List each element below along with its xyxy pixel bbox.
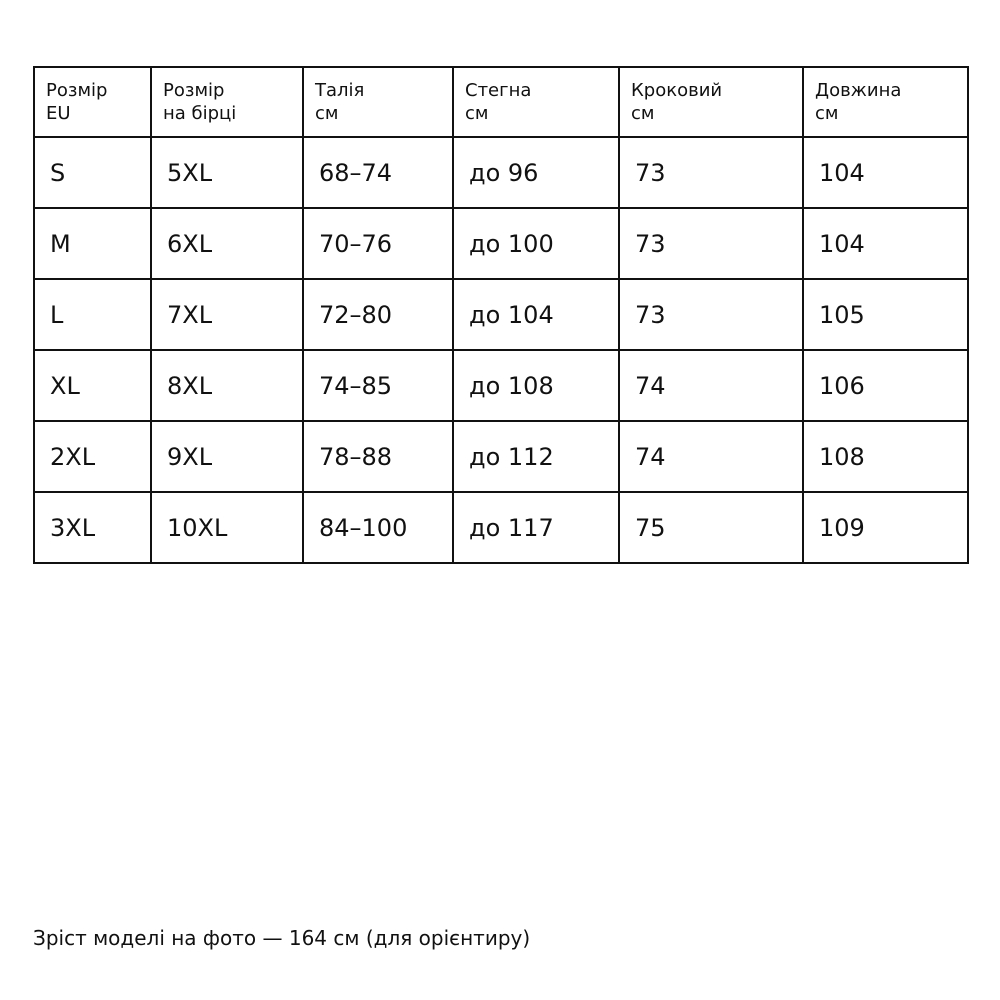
table-cell: 106 (803, 350, 968, 421)
header-sublabel: см (315, 103, 339, 124)
table-row-s (34, 137, 968, 208)
table-cell: до 100 (453, 208, 619, 279)
table-cell: 104 (803, 137, 968, 208)
table-cell: 10XL (151, 492, 303, 563)
table-cell: 73 (619, 137, 803, 208)
table-cell: 74–85 (303, 350, 453, 421)
header-sublabel: см (465, 103, 489, 124)
table-cell: до 96 (453, 137, 619, 208)
header-sublabel: см (815, 103, 839, 124)
table-cell: 7XL (151, 279, 303, 350)
table-cell: 68–74 (303, 137, 453, 208)
table-cell: 74 (619, 421, 803, 492)
table-cell: XL (34, 350, 151, 421)
table-cell: 75 (619, 492, 803, 563)
table-cell: 8XL (151, 350, 303, 421)
table-cell: 9XL (151, 421, 303, 492)
table-cell: L (34, 279, 151, 350)
header-label: Довжина (815, 79, 902, 101)
table-cell: 84–100 (303, 492, 453, 563)
model-height-footnote: Зріст моделі на фото — 164 см (для орієнтиру) (33, 926, 531, 950)
table-cell: M (34, 208, 151, 279)
table-cell: 72–80 (303, 279, 453, 350)
header-label: Кроковий (631, 79, 723, 101)
table-cell: 70–76 (303, 208, 453, 279)
table-cell: 108 (803, 421, 968, 492)
table-cell: 78–88 (303, 421, 453, 492)
table-row-xl (34, 350, 968, 421)
table-cell: 105 (803, 279, 968, 350)
header-cell-hips (453, 67, 619, 137)
header-cell-size-eu (34, 67, 151, 137)
table-cell: 109 (803, 492, 968, 563)
header-label: Стегна (465, 79, 532, 101)
table-cell: до 108 (453, 350, 619, 421)
header-cell-inseam (619, 67, 803, 137)
table-cell: до 112 (453, 421, 619, 492)
table-cell: 2XL (34, 421, 151, 492)
header-cell-size-tag (151, 67, 303, 137)
table-cell: до 104 (453, 279, 619, 350)
table-row-m (34, 208, 968, 279)
header-cell-length (803, 67, 968, 137)
table-cell: S (34, 137, 151, 208)
table-row-l (34, 279, 968, 350)
table-cell: 73 (619, 208, 803, 279)
size-chart-table (33, 66, 969, 564)
header-cell-waist (303, 67, 453, 137)
header-sublabel: EU (46, 103, 71, 124)
table-cell: 73 (619, 279, 803, 350)
header-row (34, 67, 968, 137)
table-cell: 5XL (151, 137, 303, 208)
table-body (34, 137, 968, 563)
table-cell: 3XL (34, 492, 151, 563)
table-header (34, 67, 968, 137)
table-row-2xl (34, 421, 968, 492)
table-cell: 6XL (151, 208, 303, 279)
table-cell: 74 (619, 350, 803, 421)
header-label: Розмір (46, 79, 108, 101)
header-sublabel: см (631, 103, 655, 124)
table-cell: до 117 (453, 492, 619, 563)
header-label: Талія (315, 79, 365, 101)
header-sublabel: на бірці (163, 103, 237, 124)
table-cell: 104 (803, 208, 968, 279)
table-row-3xl (34, 492, 968, 563)
header-label: Розмір (163, 79, 225, 101)
